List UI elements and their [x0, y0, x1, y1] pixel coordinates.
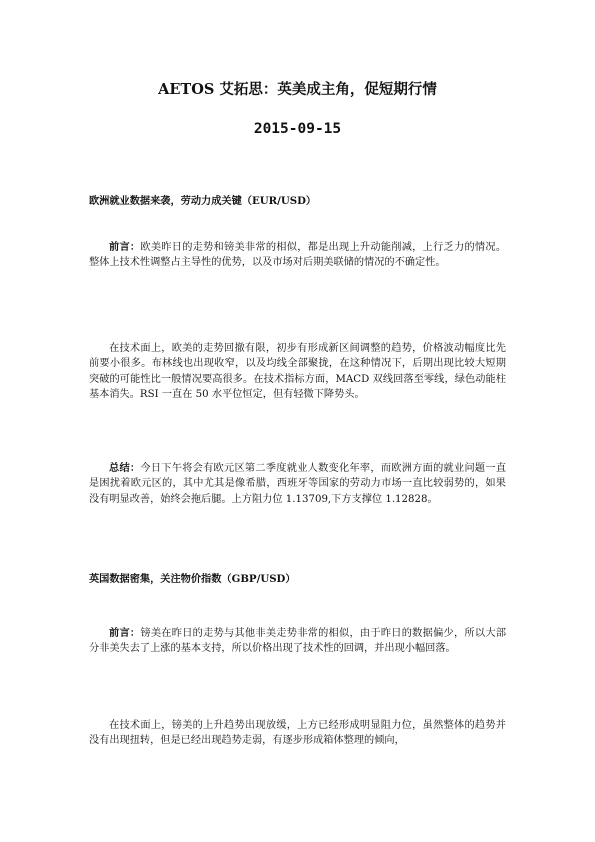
- preface-text: 镑美在昨日的走势与其他非美走势非常的相似，由于昨日的数据偏少，所以大部分非美失去了上涨的基本支持，所以价格出现了技术性的回调，并出现小幅回落。: [89, 628, 507, 655]
- preface-text: 欧美昨日的走势和镑美非常的相似，都是出现上升动能削减，上行乏力的情况。整体上技术性调整占主导性的优势，以及市场对后期美联储的情况的不确定性。: [89, 242, 507, 269]
- section-eurusd-technical: [89, 341, 506, 403]
- section-heading-gbpusd: 英国数据密集，关注物价指数（GBP/USD）: [89, 573, 296, 585]
- document-title: AETOS 艾拓思：英美成主角，促短期行情: [158, 81, 437, 98]
- section-gbpusd-technical: [89, 718, 506, 749]
- section-eurusd-summary: [89, 461, 506, 507]
- technical-text: 在技术面上，欧美的走势回撤有限，初步有形成新区间调整的趋势，价格波动幅度比先前要小很多。布林线也出现收窄，以及均线全部聚拢，在这种情况下，后期出现比较大短期突破的可能性比一般情况要高很多。在技术指标方面，MACD 双线回落至零线，绿色动能柱基本消失。RSI 一直在 50 水平位恒定，但有轻微下降势头。: [89, 343, 506, 401]
- section-gbpusd-preface: [89, 626, 506, 657]
- technical-text: 在技术面上，镑美的上升趋势出现放缓，上方已经形成明显阻力位，虽然整体的趋势并没有出现扭转，但是已经出现趋势走弱，有逐步形成箱体整理的倾向，: [89, 720, 506, 747]
- document-date: 2015-09-15: [253, 121, 342, 137]
- summary-text: 今日下午将会有欧元区第二季度就业人数变化年率，而欧洲方面的就业问题一直是困扰着欧元区的，其中尤其是像希腊，西班牙等国家的劳动力市场一直比较弱势的，如果没有明显改善，始终会拖后腿。上方阻力位 1.13709,下方支撑位 1.12828。: [89, 463, 507, 505]
- section-eurusd-preface: [89, 240, 506, 271]
- preface-label: 前言：: [109, 627, 141, 639]
- preface-label: 前言：: [109, 241, 141, 253]
- section-heading-eurusd: 欧洲就业数据来袭，劳动力成关键（EUR/USD）: [89, 195, 317, 207]
- summary-label: 总结：: [109, 462, 141, 474]
